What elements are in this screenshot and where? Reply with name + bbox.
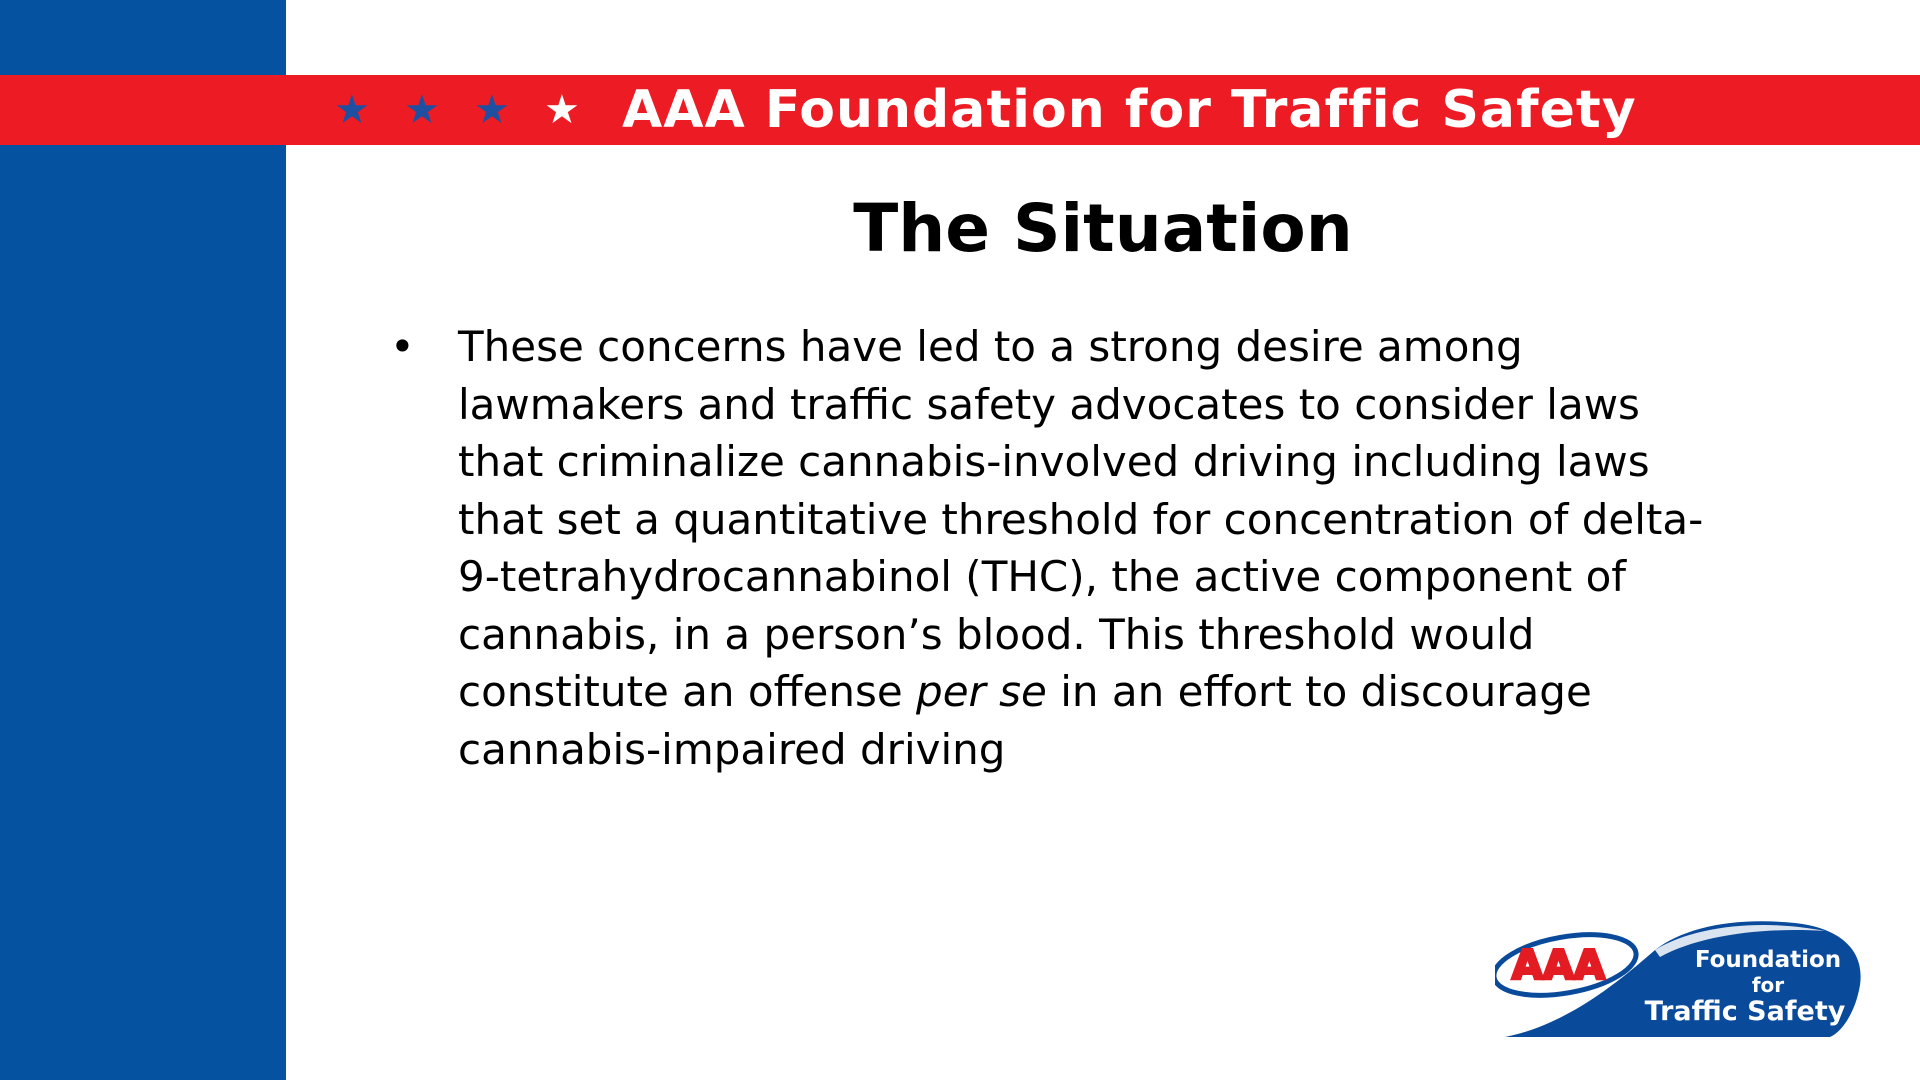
bullet-text [458, 318, 1720, 778]
bullet-item [390, 318, 1720, 778]
star-icon: ★ [474, 87, 510, 133]
logo-aaa-text: AAA [1512, 943, 1605, 989]
logo-line2: for [1751, 973, 1785, 997]
aaa-foundation-logo [1495, 915, 1870, 1045]
star-icon: ★ [404, 87, 440, 133]
bullet-dot: • [390, 322, 415, 371]
bullet-list [390, 318, 1720, 778]
bullet-text-end: in an effort to discourage cannabis-impaired driving [458, 667, 1592, 774]
left-blue-bar [0, 0, 286, 1080]
banner-stars [334, 75, 614, 145]
logo-line1: Foundation [1694, 947, 1842, 973]
logo-graphic [1495, 915, 1870, 1045]
bullet-text-start: These concerns have led to a strong desire among lawmakers and traffic safety advocates to consider laws that criminalize cannabis-involved driving including laws that set a quantitative threshold for concentration of delta-9-tetrahydrocannabinol (THC), the active component of cannabis, in a person’s blood. This threshold would constitute an offense [458, 322, 1704, 716]
star-icon: ★ [544, 87, 580, 133]
header-banner [0, 75, 1920, 145]
star-icon: ★ [334, 87, 370, 133]
banner-title: AAA Foundation for Traffic Safety [622, 80, 1637, 140]
slide-title: The Situation [853, 190, 1353, 267]
bullet-text-italic: per se [916, 667, 1047, 716]
logo-line3: Traffic Safety [1644, 996, 1846, 1027]
